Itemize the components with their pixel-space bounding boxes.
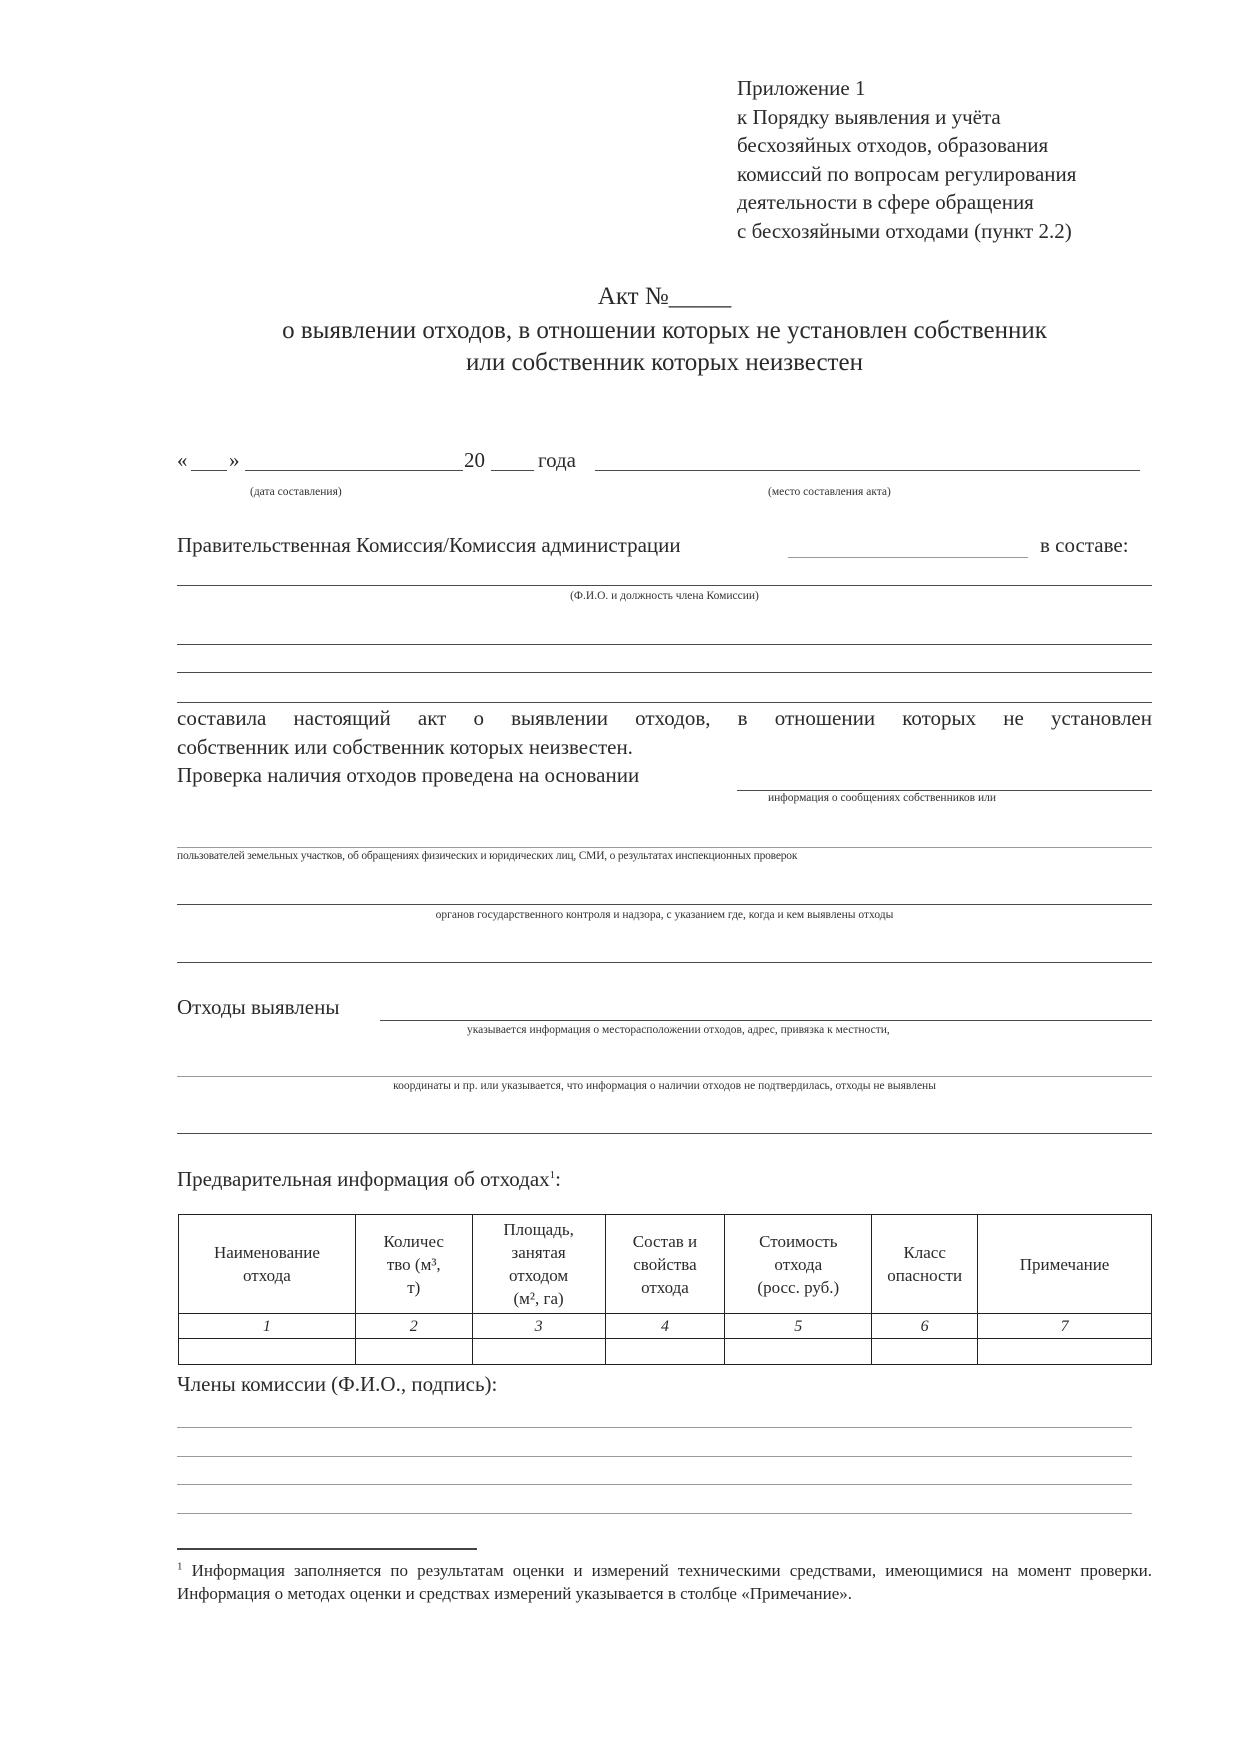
header-line: т) bbox=[407, 1277, 421, 1297]
header-line: свойства bbox=[633, 1254, 697, 1274]
basis-caption-3: органов государственного контроля и надзора, с указанием где, когда и кем выявлены отходы bbox=[435, 909, 894, 921]
header-hazard-class bbox=[872, 1215, 978, 1314]
header-line: Стоимость bbox=[759, 1231, 838, 1251]
place-caption: (место составления акта) bbox=[768, 486, 891, 498]
column-number: 6 bbox=[872, 1314, 978, 1339]
member-caption: (Ф.И.О. и должность члена Комиссии) bbox=[570, 590, 759, 602]
place-field[interactable] bbox=[595, 470, 1140, 471]
month-field[interactable] bbox=[245, 470, 463, 471]
header-cost bbox=[725, 1215, 872, 1314]
basis-field[interactable] bbox=[177, 904, 1152, 905]
header-line: тво (м³, bbox=[386, 1254, 441, 1274]
detected-caption-2: координаты и пр. или указывается, что информация о наличии отходов не подтвердилась, отходы не выявлены bbox=[393, 1080, 936, 1092]
act-title-line-2: или собственник которых неизвестен bbox=[466, 349, 863, 376]
commission-label: Правительственная Комиссия/Комиссия администрации bbox=[177, 533, 681, 557]
header-line: отхода bbox=[774, 1254, 823, 1274]
member-field[interactable] bbox=[177, 702, 1152, 703]
detected-label: Отходы выявлены bbox=[177, 995, 340, 1019]
detected-field[interactable] bbox=[380, 1020, 1152, 1021]
member-field[interactable] bbox=[177, 585, 1152, 586]
appendix-line: бесхозяйных отходов, образования bbox=[737, 133, 1049, 157]
header-line: (росс. руб.) bbox=[757, 1277, 840, 1297]
date-caption: (дата составления) bbox=[250, 486, 342, 498]
act-title-line-1: о выявлении отходов, в отношении которых не установлен собственник bbox=[282, 317, 1047, 344]
header-line: Количес bbox=[383, 1231, 444, 1251]
close-quote: » bbox=[229, 448, 240, 472]
column-number: 7 bbox=[978, 1314, 1152, 1339]
footnote-mark: 1 bbox=[177, 1560, 183, 1573]
appendix-line: деятельности в сфере обращения bbox=[737, 190, 1034, 214]
detected-field[interactable] bbox=[177, 1076, 1152, 1077]
prelim-colon: : bbox=[555, 1167, 562, 1191]
table-header-row bbox=[179, 1215, 1152, 1314]
header-line: Примечание bbox=[1019, 1254, 1110, 1274]
header-line: Площадь, bbox=[503, 1220, 574, 1239]
act-number-title: Акт №_____ bbox=[597, 283, 732, 310]
basis-caption-2: пользователей земельных участков, об обращениях физических и юридических лиц, СМИ, о результатах инспекционных проверок bbox=[177, 850, 798, 862]
member-signature-field[interactable] bbox=[177, 1427, 1132, 1428]
header-waste-name bbox=[179, 1215, 356, 1314]
commission-suffix: в составе: bbox=[1040, 533, 1129, 557]
column-number: 2 bbox=[355, 1314, 472, 1339]
header-line: опасности bbox=[887, 1266, 963, 1285]
header-line: занятая bbox=[511, 1243, 566, 1262]
appendix-line: с бесхозяйными отходами (пункт 2.2) bbox=[737, 218, 1072, 243]
footnote bbox=[177, 1559, 1152, 1605]
header-line: (м², га) bbox=[513, 1289, 564, 1308]
table-cell[interactable] bbox=[605, 1339, 725, 1365]
header-quantity bbox=[355, 1215, 472, 1314]
header-line: отходом bbox=[509, 1266, 569, 1285]
header-area bbox=[472, 1215, 605, 1314]
column-number-row bbox=[179, 1314, 1152, 1339]
column-number: 5 bbox=[725, 1314, 872, 1339]
detected-field[interactable] bbox=[177, 1133, 1152, 1134]
commission-admin-field[interactable] bbox=[788, 557, 1028, 558]
detected-caption-1: указывается информация о месторасположении отходов, адрес, привязка к местности, bbox=[467, 1024, 890, 1036]
appendix-line: к Порядку выявления и учёта bbox=[737, 104, 1001, 129]
column-number: 3 bbox=[472, 1314, 605, 1339]
member-signature-field[interactable] bbox=[177, 1456, 1132, 1457]
open-quote: « bbox=[177, 448, 188, 472]
year-field[interactable] bbox=[491, 470, 534, 471]
member-signature-field[interactable] bbox=[177, 1484, 1132, 1485]
header-line: Класс bbox=[903, 1243, 946, 1262]
basis-label: Проверка наличия отходов проведена на основании bbox=[177, 763, 640, 787]
header-line: отхода bbox=[243, 1266, 291, 1285]
table-cell[interactable] bbox=[978, 1339, 1152, 1365]
member-signature-field[interactable] bbox=[177, 1513, 1132, 1514]
appendix-line: Приложение 1 bbox=[737, 76, 866, 100]
appendix-line: комиссий по вопросам регулирования bbox=[737, 161, 1077, 186]
statement-line-2: собственник или собственник которых неизвестен. bbox=[177, 735, 633, 759]
header-composition bbox=[605, 1215, 725, 1314]
header-note bbox=[978, 1215, 1152, 1314]
table-cell[interactable] bbox=[725, 1339, 872, 1365]
member-field[interactable] bbox=[177, 644, 1152, 645]
basis-field[interactable] bbox=[177, 847, 1152, 848]
header-line: отхода bbox=[641, 1277, 689, 1297]
column-number: 1 bbox=[179, 1314, 356, 1339]
year-prefix: 20 bbox=[464, 448, 485, 472]
basis-caption-1: информация о сообщениях собственников или bbox=[768, 792, 996, 804]
day-field[interactable] bbox=[191, 470, 227, 471]
member-field[interactable] bbox=[177, 672, 1152, 673]
prelim-label-text: Предварительная информация об отходах bbox=[177, 1167, 550, 1191]
appendix-header bbox=[737, 74, 1076, 245]
table-cell[interactable] bbox=[355, 1339, 472, 1365]
footnote-ref: 1 bbox=[549, 1169, 556, 1181]
column-number: 4 bbox=[605, 1314, 725, 1339]
basis-field[interactable] bbox=[737, 790, 1152, 791]
table-cell[interactable] bbox=[872, 1339, 978, 1365]
year-suffix: года bbox=[538, 448, 576, 472]
basis-field[interactable] bbox=[177, 962, 1152, 963]
statement-line-1: составила настоящий акт о выявлении отходов, в отношении которых не установлен bbox=[177, 706, 1152, 730]
table-row bbox=[179, 1339, 1152, 1365]
table-cell[interactable] bbox=[472, 1339, 605, 1365]
table-cell[interactable] bbox=[179, 1339, 356, 1365]
waste-info-table bbox=[178, 1214, 1152, 1365]
header-line: Состав и bbox=[632, 1231, 698, 1251]
footnote-separator bbox=[177, 1548, 477, 1550]
prelim-label bbox=[177, 1167, 561, 1192]
members-label: Члены комиссии (Ф.И.О., подпись): bbox=[177, 1372, 498, 1396]
header-line: Наименование bbox=[213, 1243, 320, 1262]
footnote-text: Информация заполняется по результатам оценки и измерений техническими средствами, имеющимися на момент проверки. Информация о методах оценки и средствах измерений указывается в столбце «Примечание». bbox=[177, 1561, 1153, 1603]
